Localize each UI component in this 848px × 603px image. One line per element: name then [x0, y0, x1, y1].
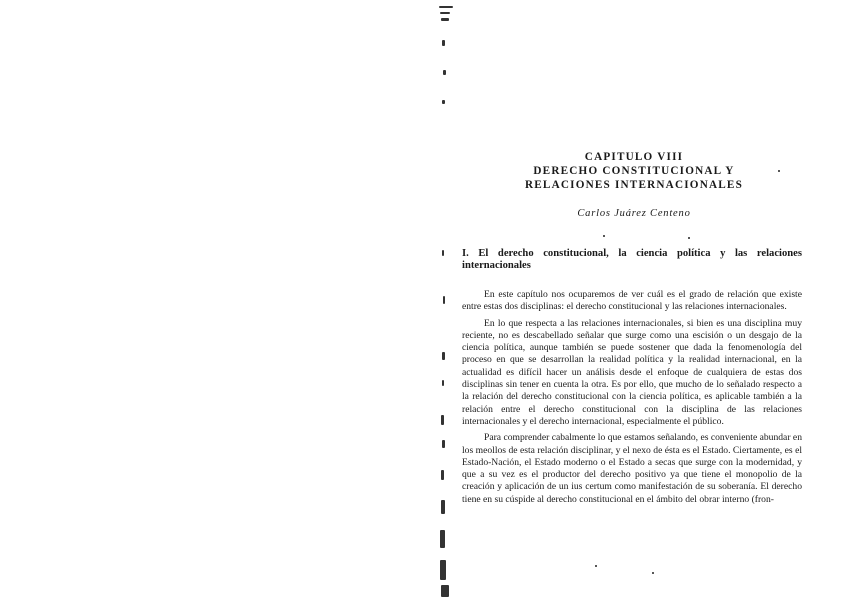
body-text [462, 289, 802, 510]
gutter-speck [442, 440, 445, 448]
gutter-speck [442, 100, 445, 104]
gutter-speck [440, 12, 450, 14]
chapter-number: CAPITULO VIII [584, 151, 684, 163]
scan-dot [688, 237, 690, 239]
paragraph-1: En este capítulo nos ocuparemos de ver cuál es el grado de relación que existe entre estas dos disciplinas: el derecho constitucional y las relaciones internacionales. [462, 289, 802, 313]
section-title: I. El derecho constitucional, la ciencia política y las relaciones internacionales [462, 248, 802, 271]
gutter-speck [442, 40, 445, 46]
gutter-speck [440, 530, 445, 548]
chapter-title-line-2: RELACIONES INTERNACIONALES [524, 179, 743, 191]
scan-dot [603, 235, 605, 237]
gutter-speck [443, 296, 445, 304]
chapter-author: Carlos Juárez Centeno [577, 208, 691, 219]
gutter-speck [439, 6, 453, 8]
gutter-speck [443, 70, 446, 75]
gutter-speck [442, 250, 444, 256]
gutter-speck [442, 352, 445, 360]
gutter-speck [441, 470, 444, 480]
scan-dot [595, 565, 597, 567]
gutter-speck [442, 380, 444, 386]
binding-gutter [436, 0, 458, 603]
paragraph-3: Para comprender cabalmente lo que estamos señalando, es conveniente abundar en los meollos de esta relación disciplinar, y el nexo de ésta es el Estado. Ciertamente, es el Estado-Nación, el Estado moderno o el Estado a secas que surge con la modernidad, y que a su vez es el productor del derecho positivo ya que tiene el monopolio de la creación y aplicación de un ius certum como manifestación de su soberanía. El derecho tiene en su cúspide al derecho constitucional en el ámbito del obrar interno (fron- [462, 432, 802, 505]
gutter-speck [441, 500, 445, 514]
gutter-speck [440, 560, 446, 580]
chapter-title-line-1: DERECHO CONSTITUCIONAL Y [533, 165, 735, 177]
scan-dot [652, 572, 654, 574]
gutter-speck [441, 415, 444, 425]
gutter-speck [441, 18, 449, 21]
gutter-speck [441, 585, 449, 597]
paragraph-2: En lo que respecta a las relaciones internacionales, si bien es una disciplina muy reciente, no es descabellado señalar que surge como una escisión o un desgajo de la ciencia política, aunque también se puede sostener que dada la fenomenología del proceso en que se desarrollan la realidad política y la realidad internacional, en la actualidad es difícil hacer un análisis desde el enfoque de cualquiera de estas dos disciplinas sin tener en cuenta la otra. Es por ello, que mucho de lo señalado respecto a la relación del derecho constitucional con la ciencia política, es aplicable también a la relación entre el derecho constitucional con la disciplina de las relaciones internacionales y el derecho internacional, especialmente el público. [462, 317, 802, 427]
